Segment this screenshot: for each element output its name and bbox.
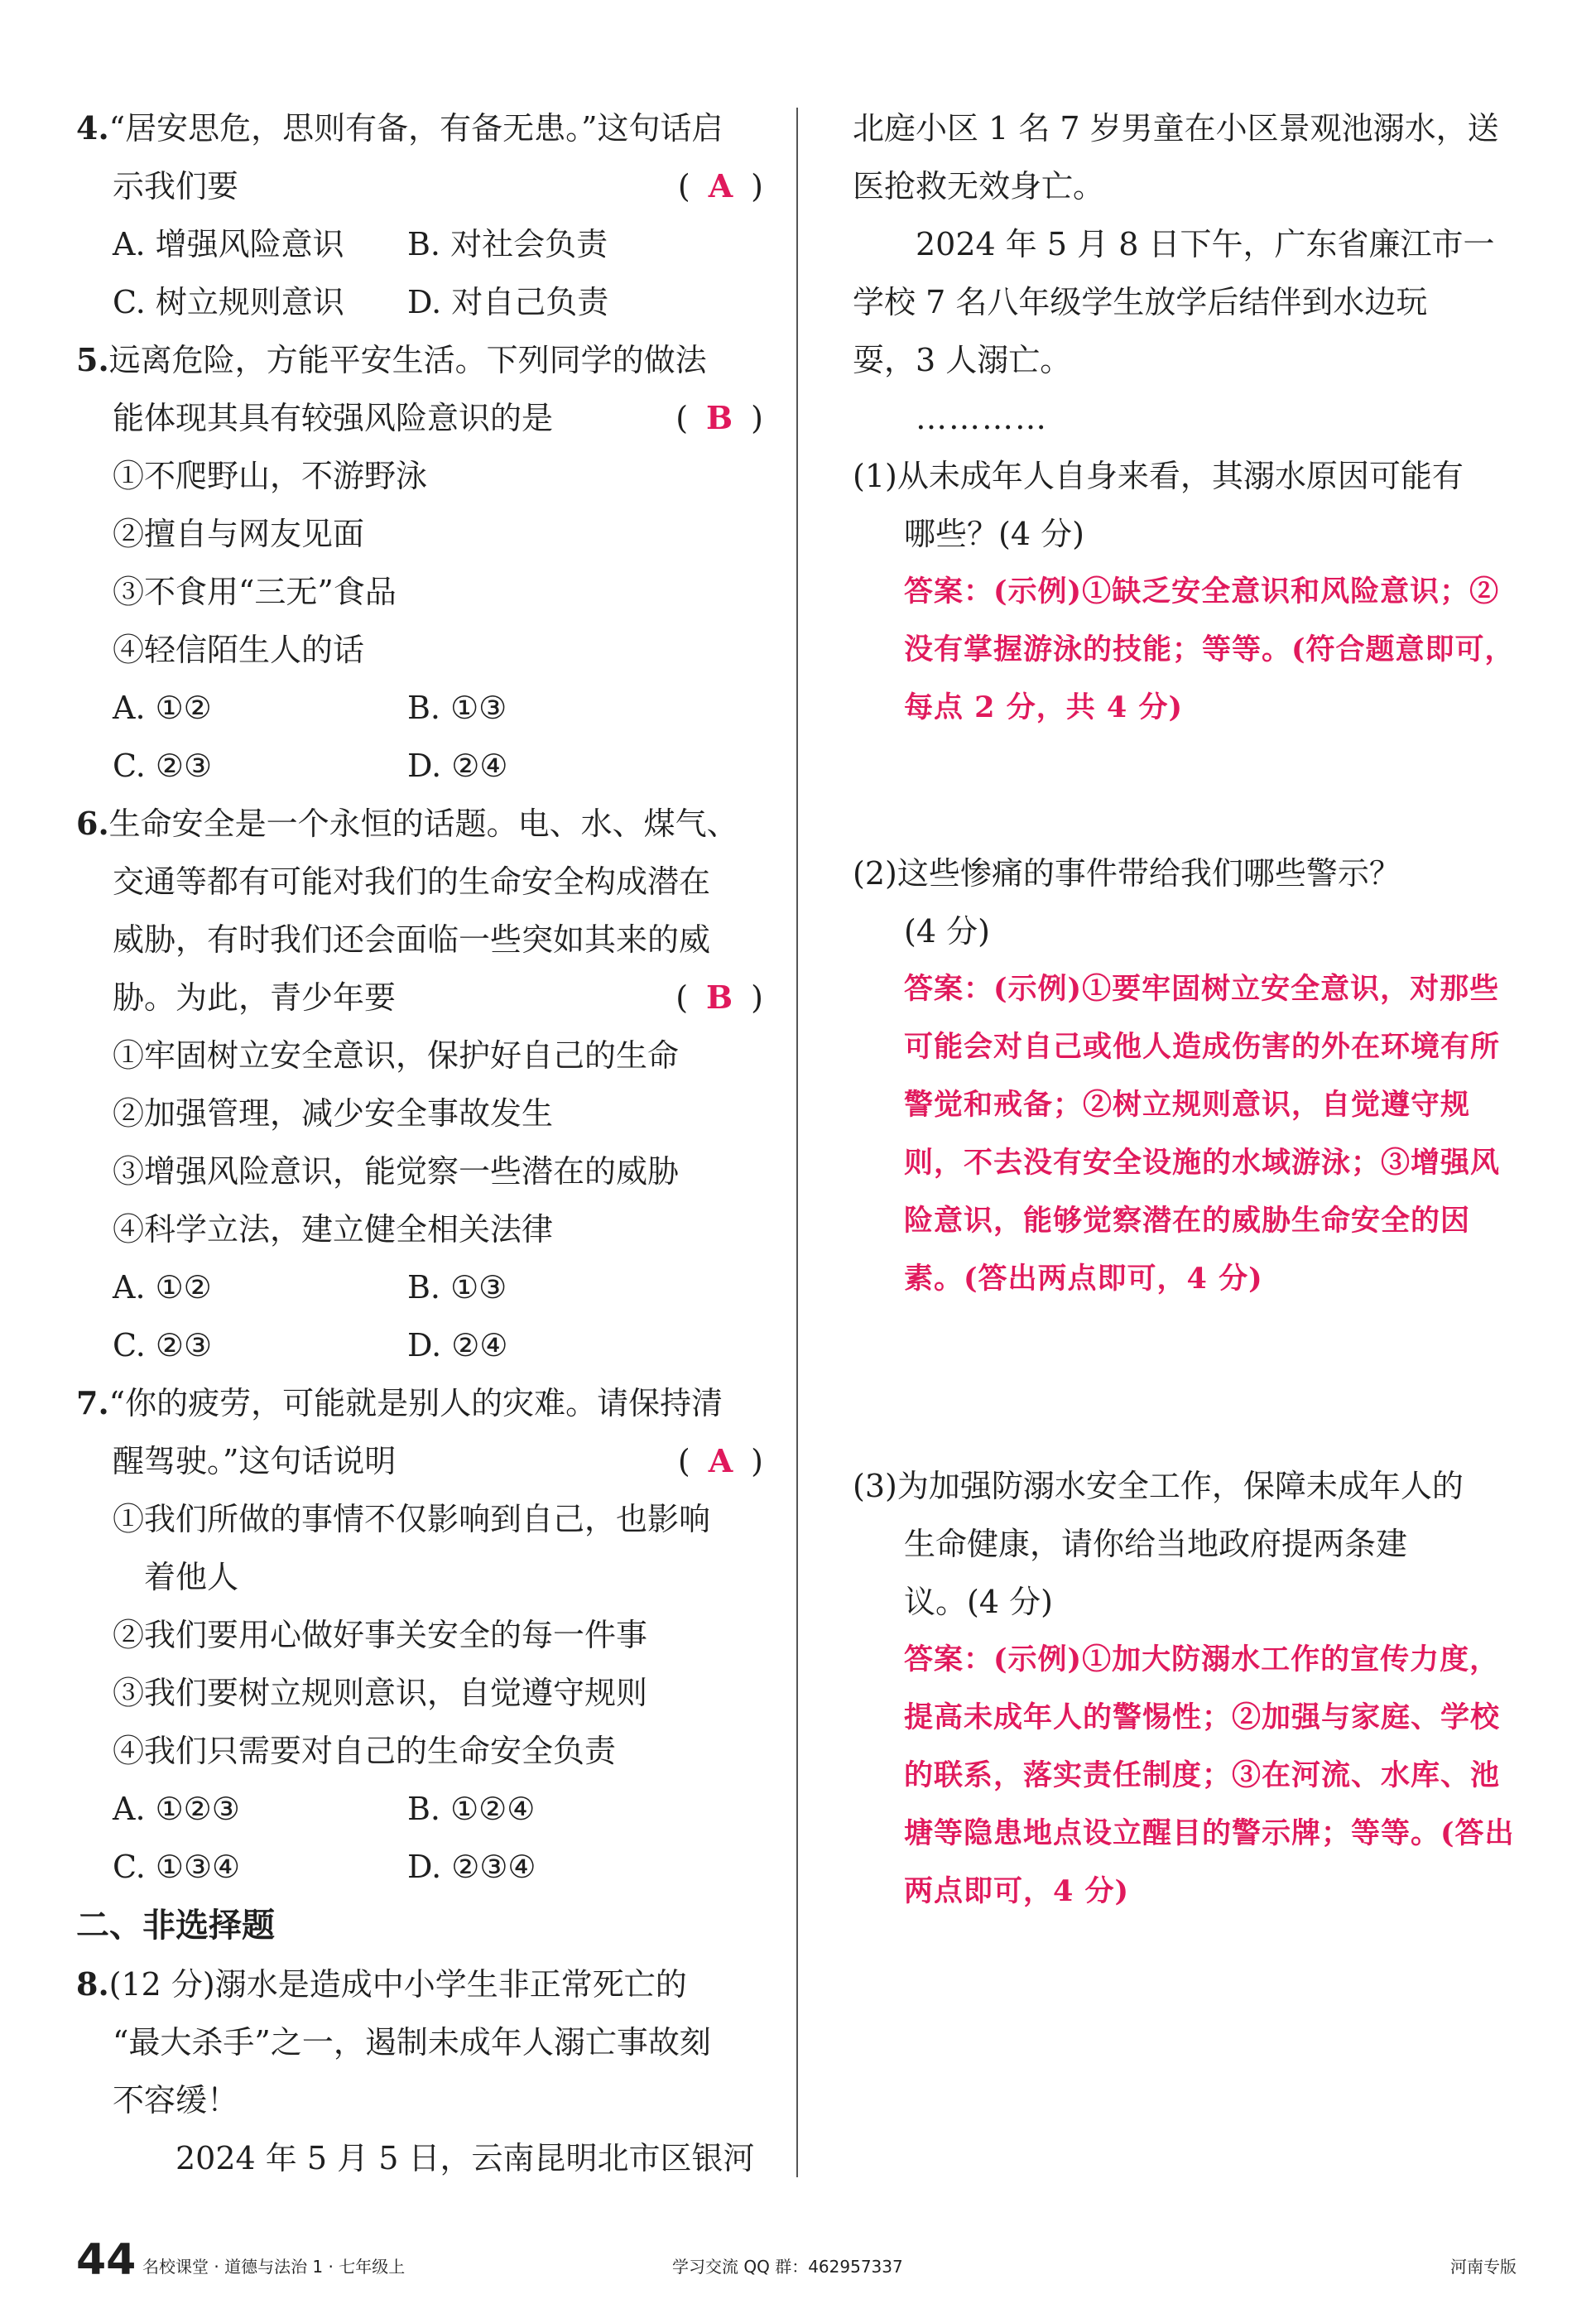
q5-item: ③不食用“三无”食品 <box>113 574 397 610</box>
sub1-question-line1: (1)从未成年人自身来看，其溺水原因可能有 <box>853 458 1464 494</box>
q6-stem-line2: 交通等都有可能对我们的生命安全构成潜在 <box>113 863 711 900</box>
case2-line3: 耍，3 人溺亡。 <box>853 342 1072 378</box>
sub2-answer: 答案：(示例)①要牢固树立安全意识，对那些可能会对自己或他人造成伤害的外在环境有所警觉和戒备；②树立规则意识，自觉遵守规则，不去没有安全设施的水域游泳；③增强风险意识，能够觉察潜在的威胁生命安全的因素。(答出两点即可，4 分) <box>904 972 1501 1296</box>
q7-options-row2 <box>76 1838 763 1896</box>
q6-options-row1 <box>76 1258 763 1316</box>
q6-option-c: C. ②③ <box>113 1327 213 1363</box>
q6-option-a: A. ①② <box>113 1269 212 1306</box>
sub3-question-line1: (3)为加强防溺水安全工作，保障未成年人的 <box>853 1468 1464 1504</box>
q5-item: ④轻信陌生人的话 <box>113 632 365 668</box>
q4-answer: A <box>708 167 733 204</box>
case2-line1: 2024 年 5 月 8 日下午，广东省廉江市一 <box>916 226 1495 262</box>
q5-item: ②擅自与网友见面 <box>113 516 365 552</box>
sub3-question-line3: 议。(4 分) <box>904 1584 1053 1620</box>
q6-item: ②加强管理，减少安全事故发生 <box>113 1095 554 1132</box>
section-title-non-choice: 二、非选择题 <box>76 1906 275 1945</box>
q6-option-d: D. ②④ <box>407 1327 508 1363</box>
q4-stem-line2: 示我们要 ( A ) <box>76 157 763 215</box>
q5-option-c: C. ②③ <box>113 748 213 784</box>
q6-item: ④科学立法，建立健全相关法律 <box>113 1211 554 1248</box>
q5-options-row2 <box>76 737 763 795</box>
q4-option-a: A. 增强风险意识 <box>113 226 344 262</box>
spacer <box>853 737 1515 844</box>
q7-item-cont: 着他人 <box>144 1559 239 1595</box>
spacer <box>853 1366 1515 1457</box>
sub3-question-line2: 生命健康，请你给当地政府提两条建 <box>904 1526 1408 1562</box>
q6-option-b: B. ①③ <box>407 1269 507 1306</box>
q7-item: ①我们所做的事情不仅影响到自己，也影响 <box>113 1501 711 1537</box>
q5-answer: B <box>706 399 733 436</box>
q7-answer-paren: ( A ) <box>677 1442 763 1479</box>
q8-case1-line1: 2024 年 5 月 5 日，云南昆明北市区银河 <box>175 2140 755 2176</box>
q6-answer-paren: ( B ) <box>675 979 763 1016</box>
q6-stem-line1: 6.生命安全是一个永恒的话题。电、水、煤气、 <box>76 805 738 842</box>
q4-options-row2 <box>76 273 763 331</box>
q6-answer: B <box>706 979 733 1016</box>
case2-line2: 学校 7 名八年级学生放学后结伴到水边玩 <box>853 284 1428 320</box>
q5-item: ①不爬野山，不游野泳 <box>113 458 428 494</box>
q7-option-c: C. ①③④ <box>113 1849 241 1885</box>
sub1-question-line2: 哪些？(4 分) <box>904 516 1084 552</box>
q5-option-b: B. ①③ <box>407 690 507 726</box>
q7-option-b: B. ①②④ <box>407 1791 536 1827</box>
q4-options-row1 <box>76 215 763 273</box>
q6-stem-line4: 胁。为此，青少年要 ( B ) <box>76 969 763 1027</box>
q8-stem-line1: 8.(12 分)溺水是造成中小学生非正常死亡的 <box>76 1965 687 2003</box>
sub3-answer: 答案：(示例)①加大防溺水工作的宣传力度，提高未成年人的警惕性；②加强与家庭、学校的联系，落实责任制度；③在河流、水库、池塘等隐患地点设立醒目的警示牌；等等。(答出两点即可，4 分) <box>904 1642 1515 1908</box>
q6-stem-line3: 威胁，有时我们还会面临一些突如其来的威 <box>113 921 711 958</box>
page-footer <box>76 2235 1517 2285</box>
q4-option-b: B. 对社会负责 <box>407 226 608 262</box>
left-column <box>76 99 763 2187</box>
q7-answer: A <box>708 1442 733 1479</box>
q6-options-row2 <box>76 1316 763 1374</box>
q7-stem-line1: 7.“你的疲劳，可能就是别人的灾难。请保持清 <box>76 1384 723 1421</box>
q7-stem-line2: 醒驾驶。”这句话说明 ( A ) <box>76 1432 763 1490</box>
q5-options-row1 <box>76 679 763 737</box>
q8-stem-line3: 不容缓！ <box>113 2082 239 2118</box>
q6-item: ①牢固树立安全意识，保护好自己的生命 <box>113 1037 680 1074</box>
right-column <box>853 99 1515 1921</box>
q5-option-a: A. ①② <box>113 690 212 726</box>
q7-option-a: A. ①②③ <box>113 1791 240 1827</box>
q6-item: ③增强风险意识，能觉察一些潜在的威胁 <box>113 1153 680 1190</box>
q7-options-row1 <box>76 1780 763 1838</box>
q4-option-d: D. 对自己负责 <box>407 284 609 320</box>
q4-answer-paren: ( A ) <box>677 167 763 204</box>
edition-label: 河南专版 <box>1450 2257 1517 2277</box>
case1-line2: 北庭小区 1 名 7 岁男童在小区景观池溺水，送 <box>853 110 1499 147</box>
q5-answer-paren: ( B ) <box>675 399 763 436</box>
q8-stem-line2: “最大杀手”之一，遏制未成年人溺亡事故刻 <box>113 2024 711 2061</box>
case1-line3: 医抢救无效身亡。 <box>853 168 1105 204</box>
q7-item: ④我们只需要对自己的生命安全负责 <box>113 1733 617 1769</box>
book-title: 名校课堂 · 道德与法治 1 · 七年级上 <box>142 2257 406 2277</box>
q4-stem-line1: 4.“居安思危，思则有备，有备无患。”这句话启 <box>76 109 723 147</box>
ellipsis: ………… <box>916 400 1048 436</box>
sub2-question-line2: (4 分) <box>904 913 990 950</box>
sub1-answer: 答案：(示例)①缺乏安全意识和风险意识；②没有掌握游泳的技能；等等。(符合题意即可，每点 2 分，共 4 分) <box>904 575 1515 724</box>
q5-stem-line2: 能体现其具有较强风险意识的是 ( B ) <box>76 389 763 447</box>
page-number: 44 <box>76 2235 137 2285</box>
q7-item: ③我们要树立规则意识，自觉遵守规则 <box>113 1675 648 1711</box>
q7-option-d: D. ②③④ <box>407 1849 536 1885</box>
column-divider <box>796 108 798 2177</box>
qq-group: 学习交流 QQ 群：462957337 <box>672 2257 903 2277</box>
q5-stem-line1: 5.远离危险，方能平安生活。下列同学的做法 <box>76 341 707 378</box>
q7-item: ②我们要用心做好事关安全的每一件事 <box>113 1617 648 1653</box>
q5-option-d: D. ②④ <box>407 748 508 784</box>
q4-option-c: C. 树立规则意识 <box>113 284 344 320</box>
sub2-question-line1: (2)这些惨痛的事件带给我们哪些警示？ <box>853 855 1401 892</box>
